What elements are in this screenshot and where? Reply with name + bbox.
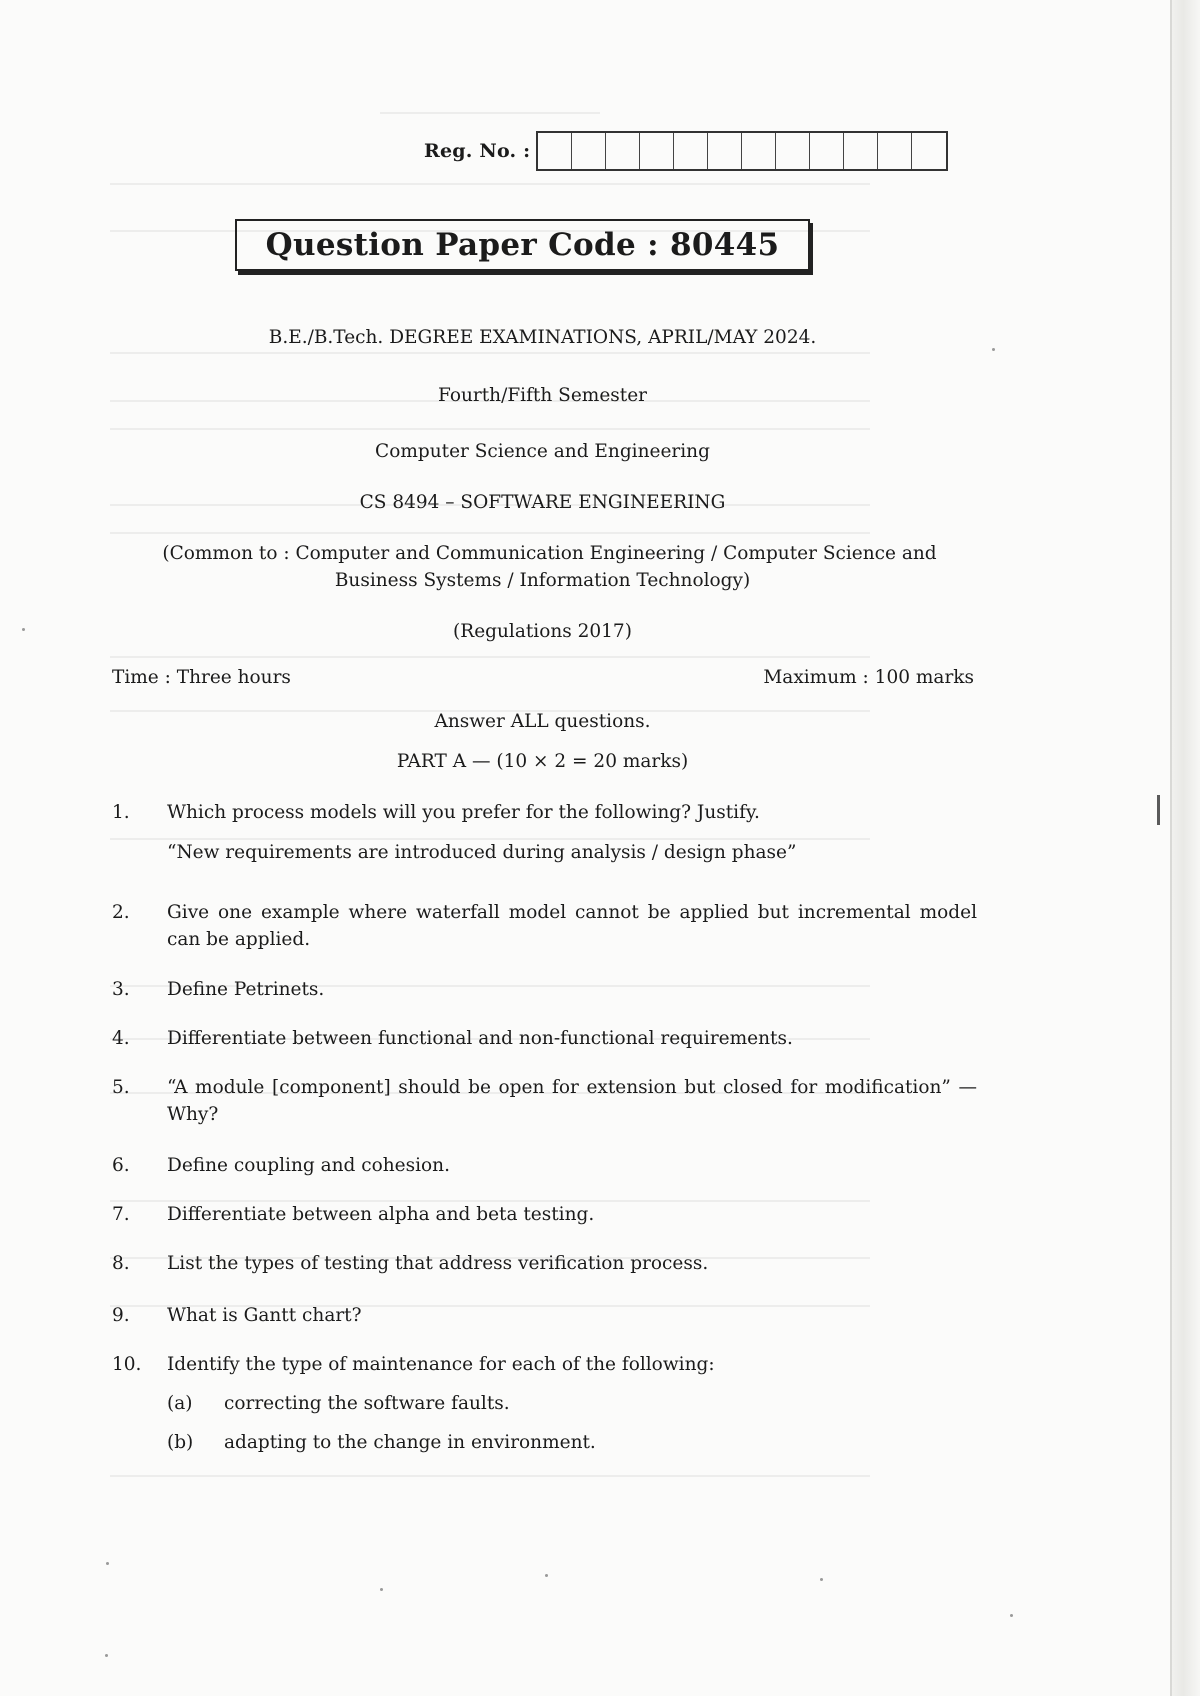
question-text: “A module [component] should be open for extension but closed for modification” — Why? xyxy=(167,1077,977,1125)
reg-no-boxes[interactable] xyxy=(536,131,948,171)
reg-no-box[interactable] xyxy=(674,133,708,169)
question-text: List the types of testing that address verification process. xyxy=(167,1253,709,1274)
sub-question-text: adapting to the change in environment. xyxy=(224,1432,596,1453)
margin-mark xyxy=(1157,795,1160,825)
question-number: 10. xyxy=(112,1354,142,1375)
regulations: (Regulations 2017) xyxy=(453,621,632,642)
time-allowed: Time : Three hours xyxy=(112,667,291,688)
question-subtext: “New requirements are introduced during analysis / design phase” xyxy=(167,842,797,863)
question-text: Define Petrinets. xyxy=(167,979,325,1000)
reg-no-box[interactable] xyxy=(844,133,878,169)
reg-no-box[interactable] xyxy=(538,133,572,169)
question-number: 9. xyxy=(112,1305,130,1326)
common-to-line-1: (Common to : Computer and Communication Engineering / Computer Science and xyxy=(162,543,937,564)
reg-no-box[interactable] xyxy=(878,133,912,169)
question-number: 3. xyxy=(112,979,130,1000)
question-2 xyxy=(112,899,977,953)
sub-question-text: correcting the software faults. xyxy=(224,1393,510,1414)
sub-question-b xyxy=(167,1429,977,1456)
question-3 xyxy=(112,976,977,1003)
maximum-marks: Maximum : 100 marks xyxy=(763,667,974,688)
department: Computer Science and Engineering xyxy=(375,441,710,462)
question-number: 2. xyxy=(112,902,130,923)
time-marks-row xyxy=(112,667,974,688)
question-text: Differentiate between functional and non-functional requirements. xyxy=(167,1028,793,1049)
question-text: Which process models will you prefer for the following? Justify. xyxy=(167,802,760,823)
question-1 xyxy=(112,799,977,866)
question-text: Give one example where waterfall model cannot be applied but incremental model can be applied. xyxy=(167,902,977,950)
reg-no-box[interactable] xyxy=(742,133,776,169)
question-number: 6. xyxy=(112,1155,130,1176)
question-text: What is Gantt chart? xyxy=(167,1305,362,1326)
question-text: Define coupling and cohesion. xyxy=(167,1155,450,1176)
sub-question-label: (a) xyxy=(167,1393,193,1414)
sub-question-label: (b) xyxy=(167,1432,194,1453)
reg-no-box[interactable] xyxy=(572,133,606,169)
semester: Fourth/Fifth Semester xyxy=(438,385,647,406)
question-8 xyxy=(112,1250,977,1277)
question-number: 4. xyxy=(112,1028,130,1049)
question-9 xyxy=(112,1302,977,1329)
reg-no-row xyxy=(424,131,948,171)
page-edge-line xyxy=(1170,0,1172,1696)
question-5 xyxy=(112,1074,977,1128)
question-7 xyxy=(112,1201,977,1228)
question-text: Identify the type of maintenance for each of the following: xyxy=(167,1354,715,1375)
question-number: 1. xyxy=(112,802,130,823)
question-number: 7. xyxy=(112,1204,130,1225)
reg-no-box[interactable] xyxy=(640,133,674,169)
reg-no-box[interactable] xyxy=(708,133,742,169)
instruction: Answer ALL questions. xyxy=(434,711,651,732)
reg-no-label: Reg. No. : xyxy=(424,140,531,162)
question-paper-code: Question Paper Code : 80445 xyxy=(235,219,810,271)
scanned-page-edge xyxy=(1172,0,1200,1696)
question-text: Differentiate between alpha and beta testing. xyxy=(167,1204,595,1225)
reg-no-box[interactable] xyxy=(810,133,844,169)
question-4 xyxy=(112,1025,977,1052)
question-6 xyxy=(112,1152,977,1179)
exam-title: B.E./B.Tech. DEGREE EXAMINATIONS, APRIL/MAY 2024. xyxy=(268,327,817,348)
question-10 xyxy=(112,1351,977,1456)
course-title: CS 8494 – SOFTWARE ENGINEERING xyxy=(359,492,726,513)
question-number: 5. xyxy=(112,1077,130,1098)
reg-no-box[interactable] xyxy=(912,133,946,169)
reg-no-box[interactable] xyxy=(606,133,640,169)
part-heading: PART A — (10 × 2 = 20 marks) xyxy=(396,751,689,772)
common-to-line-2: Business Systems / Information Technology) xyxy=(334,570,751,591)
sub-question-a xyxy=(167,1390,977,1417)
question-number: 8. xyxy=(112,1253,130,1274)
reg-no-box[interactable] xyxy=(776,133,810,169)
